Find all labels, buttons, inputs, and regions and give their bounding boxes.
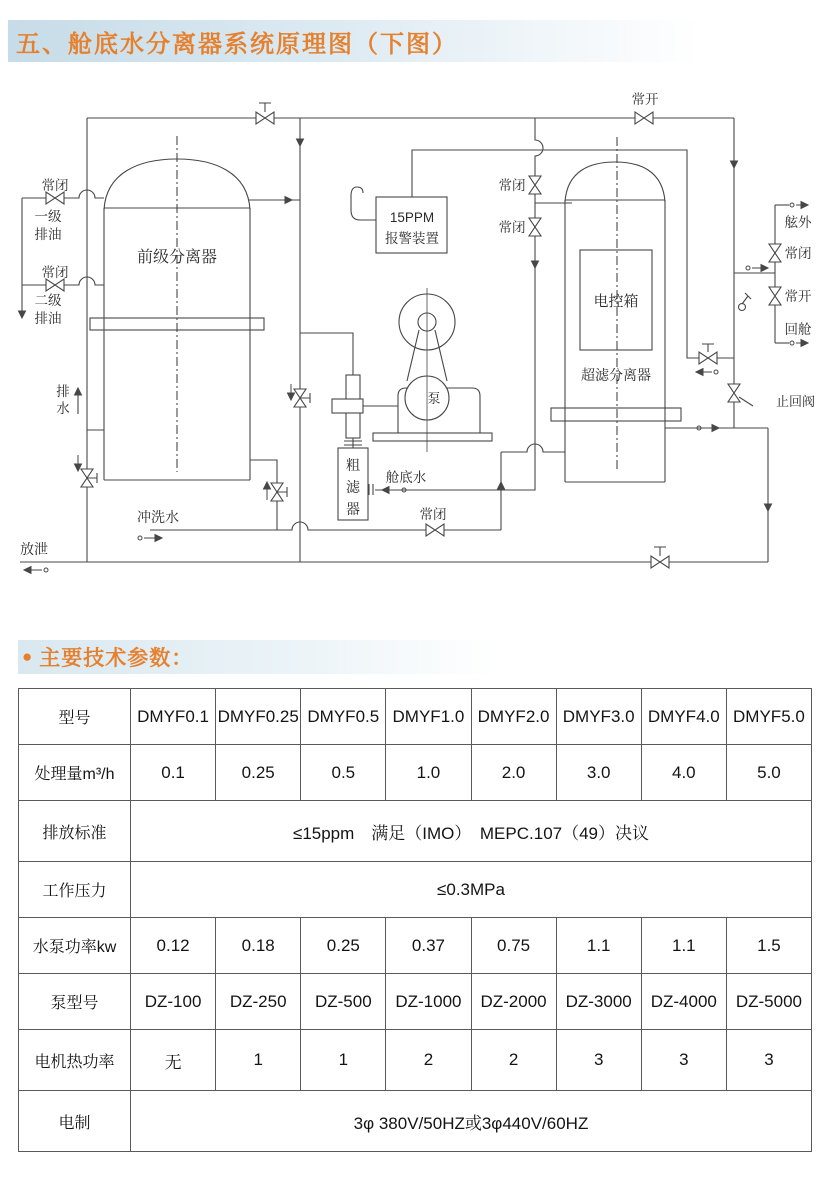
table-row-capacity	[19, 745, 812, 801]
table-cell: 3.0	[556, 745, 641, 801]
table-cell: DMYF1.0	[386, 689, 471, 745]
filter-nipple	[369, 484, 373, 495]
table-row-discharge	[19, 801, 812, 862]
pipe-suction-vertical	[375, 118, 543, 490]
row-label: 电机热功率	[19, 1030, 131, 1091]
table-cell: DMYF4.0	[641, 689, 726, 745]
table-cell: 5.0	[726, 745, 811, 801]
label-strainer-2: 滤	[346, 479, 360, 495]
pipe-right-drop	[734, 428, 768, 562]
valve-oil1	[46, 192, 64, 204]
label-drain-water-1: 排	[56, 384, 70, 399]
pipe-flush-riser	[250, 460, 277, 530]
strainer-crossbar	[332, 399, 363, 413]
label-check-valve: 止回阀	[776, 394, 816, 409]
valve-flush-riser	[271, 483, 287, 501]
row-label: 型号	[19, 689, 131, 745]
arrow-right-outlet1	[276, 197, 292, 204]
label-second-oil-2: 排油	[34, 311, 62, 326]
row-label: 排放标准	[19, 801, 131, 862]
table-cell: DMYF0.5	[301, 689, 386, 745]
table-cell: DZ-500	[301, 974, 386, 1030]
label-nc-oil2: 常闭	[41, 265, 69, 280]
table-cell: DZ-3000	[556, 974, 641, 1030]
pipes	[20, 118, 789, 562]
label-nc-oil1: 常闭	[41, 178, 69, 193]
table-row-pressure	[19, 862, 812, 918]
arrow-backflush	[696, 369, 718, 376]
table-cell-span: ≤15ppm 满足（IMO） MEPC.107（49）决议	[131, 801, 812, 862]
bullet-icon: ●	[22, 647, 33, 666]
table-cell: DMYF5.0	[726, 689, 811, 745]
table-cell: 1.1	[556, 918, 641, 974]
arrow-down-rightmain	[731, 152, 738, 168]
label-bilge-water: 舱底水	[385, 470, 427, 485]
table-row-pump-power	[19, 918, 812, 974]
arrow-flush-in	[138, 535, 162, 542]
arrow-return-out	[790, 340, 808, 347]
system-schematic	[0, 75, 830, 610]
tank2-dome	[565, 162, 665, 202]
label-pre-separator: 前级分离器	[136, 249, 218, 266]
table-cell: 0.75	[471, 918, 556, 974]
table-cell: 1	[301, 1030, 386, 1091]
arrow-up-flushriser	[264, 482, 271, 500]
table-row-electric	[19, 1091, 812, 1152]
page-title: 五、舱底水分离器系统原理图（下图）	[16, 30, 458, 58]
arrow-down-768	[765, 495, 772, 511]
valve-nc-mid2	[529, 218, 541, 236]
table-cell: 0.12	[131, 918, 216, 974]
table-cell: 0.18	[216, 918, 301, 974]
row-label: 水泵功率kw	[19, 918, 131, 974]
label-overboard: 舷外	[784, 215, 812, 230]
label-first-oil-2: 排油	[34, 227, 62, 242]
table-cell: DZ-100	[131, 974, 216, 1030]
valves	[46, 103, 781, 568]
arrow-up-501	[498, 482, 505, 500]
tank2-flange	[551, 408, 681, 421]
equipment	[90, 136, 751, 520]
valve-bottom-line	[651, 547, 669, 568]
params-heading-bar	[18, 640, 538, 674]
label-nc-mid1: 常闭	[498, 178, 526, 193]
valve-left-drain	[81, 469, 97, 487]
label-nc-bottom: 常闭	[419, 507, 447, 522]
table-cell: 0.37	[386, 918, 471, 974]
table-cell: DZ-250	[216, 974, 301, 1030]
arrow-down-oil	[19, 306, 26, 318]
arrow-down-valve300	[288, 384, 295, 400]
sample-probe	[351, 187, 376, 220]
pump-base	[373, 433, 492, 441]
row-label: 工作压力	[19, 862, 131, 918]
table-cell: DZ-5000	[726, 974, 811, 1030]
table-cell: DZ-2000	[471, 974, 556, 1030]
table-cell: DMYF2.0	[471, 689, 556, 745]
row-label: 电制	[19, 1091, 131, 1152]
table-cell: DZ-1000	[386, 974, 471, 1030]
valve-nc-branch	[769, 244, 781, 262]
arrow-branch	[746, 265, 768, 272]
table-cell: 0.1	[131, 745, 216, 801]
label-return-cabin: 回舱	[784, 322, 812, 337]
diagram-labels	[20, 91, 815, 557]
valve-top-left	[256, 103, 274, 124]
pipe-alarm-top	[412, 150, 734, 358]
table-cell: 1.1	[641, 918, 726, 974]
table-cell: 2	[386, 1030, 471, 1091]
valve-nc-bottom	[426, 524, 444, 536]
row-label: 泵型号	[19, 974, 131, 1030]
table-cell: 1.5	[726, 918, 811, 974]
label-alarm-2: 报警装置	[385, 231, 439, 246]
label-second-oil-1: 二级	[34, 293, 62, 308]
label-alarm-1: 15PPM	[389, 210, 435, 225]
table-cell: 0.25	[216, 745, 301, 801]
arrow-bilge-in	[382, 487, 406, 494]
sampling-cock	[739, 304, 746, 311]
table-cell: 2	[471, 1030, 556, 1091]
label-no-top: 常开	[631, 92, 659, 107]
table-cell-span: 3φ 380V/50HZ或3φ440V/60HZ	[131, 1091, 812, 1152]
table-row-motor-heat	[19, 1030, 812, 1091]
label-nc-mid2: 常闭	[498, 220, 526, 235]
valve-nc-mid1	[529, 176, 541, 194]
spec-table	[18, 688, 812, 1152]
valve-check	[728, 384, 740, 402]
label-flush-water: 冲洗水	[137, 509, 179, 525]
table-cell: 1.0	[386, 745, 471, 801]
pipe-strainer-top	[300, 333, 353, 375]
label-first-oil-1: 一级	[34, 209, 62, 224]
label-control-box: 电控箱	[593, 293, 639, 310]
table-row-model	[19, 689, 812, 745]
table-cell: 4.0	[641, 745, 726, 801]
table-cell: DMYF3.0	[556, 689, 641, 745]
sampling-cock-lever	[742, 293, 751, 304]
row-label: 处理量m³/h	[19, 745, 131, 801]
table-cell: 0.25	[301, 918, 386, 974]
arrow-down-riser	[297, 130, 304, 146]
arrow-up-drainwater	[75, 388, 82, 395]
params-heading-text: 主要技术参数：	[39, 647, 194, 670]
valve-oil2	[46, 279, 64, 291]
valve-riser300	[294, 389, 310, 407]
leader-check-valve	[739, 397, 753, 406]
label-pump: 泵	[427, 391, 441, 406]
section-title-bar	[8, 20, 822, 62]
label-relief: 放泄	[20, 541, 48, 557]
label-nc-branch: 常闭	[784, 246, 812, 261]
pipe-strainer-bottom	[344, 438, 362, 448]
table-cell: 无	[131, 1030, 216, 1091]
valve-no-branch	[769, 287, 781, 305]
table-cell: 3	[641, 1030, 726, 1091]
table-cell: 2.0	[471, 745, 556, 801]
label-no-branch: 常开	[784, 289, 812, 304]
table-cell: 0.5	[301, 745, 386, 801]
table-row-pump-model	[19, 974, 812, 1030]
label-ultra-separator: 超滤分离器	[581, 367, 651, 383]
table-cell: 3	[556, 1030, 641, 1091]
arrow-overboard-out	[790, 202, 808, 209]
table-cell: 3	[726, 1030, 811, 1091]
label-strainer-1: 粗	[346, 457, 360, 473]
label-strainer-3: 器	[346, 501, 360, 517]
table-cell: DMYF0.1	[131, 689, 216, 745]
arrow-relief-out	[24, 567, 48, 574]
valve-backflush	[699, 344, 717, 364]
table-cell: DZ-4000	[641, 974, 726, 1030]
arrow-down-suction	[532, 252, 539, 268]
table-cell: DMYF0.25	[216, 689, 301, 745]
table-cell: 1	[216, 1030, 301, 1091]
label-drain-water-2: 水	[56, 401, 70, 416]
valve-top-right-no	[635, 112, 653, 124]
table-cell-span: ≤0.3MPa	[131, 862, 812, 918]
